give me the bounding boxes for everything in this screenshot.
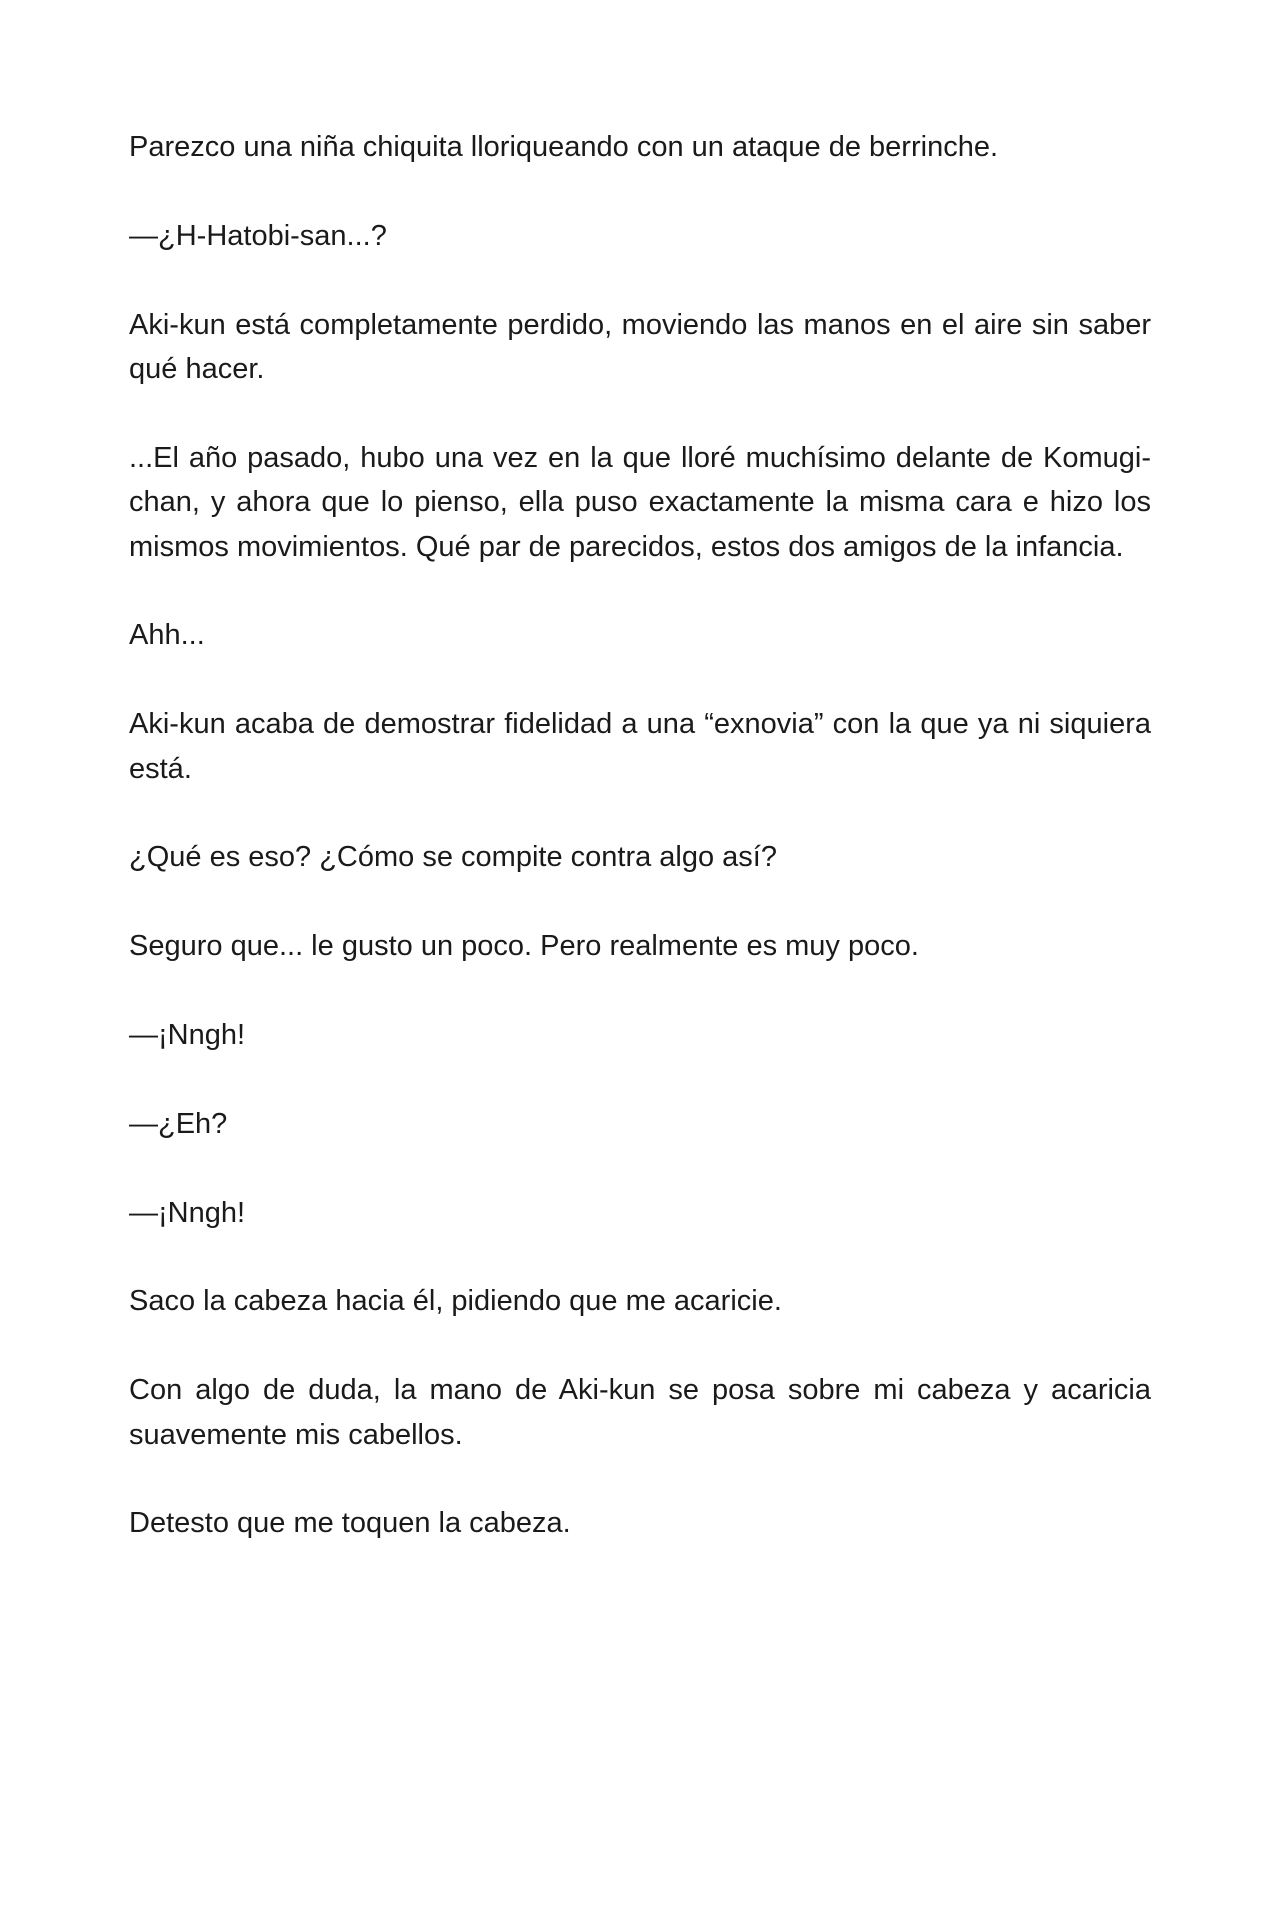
document-page (129, 125, 1151, 1590)
paragraph: Ahh... (129, 619, 205, 652)
paragraph: Aki-kun está completamente perdido, moviendo las manos en el aire sin saber qué hacer. (129, 308, 1151, 385)
paragraph: Parezco una niña chiquita lloriqueando con un ataque de berrinche. (129, 131, 999, 163)
paragraph: Aki-kun acaba de demostrar fidelidad a una “exnovia” con la que ya ni siquiera está. (129, 708, 1151, 785)
paragraph: —¡Nngh! (129, 1019, 246, 1051)
paragraph: —¿Eh? (129, 1107, 228, 1140)
paragraph: ¿Qué es eso? ¿Cómo se compite contra algo así? (129, 841, 777, 874)
paragraph: Seguro que... le gusto un poco. Pero realmente es muy poco. (129, 930, 919, 963)
paragraph: —¿H-Hatobi-san...? (129, 219, 387, 252)
paragraph: ...El año pasado, hubo una vez en la que lloré muchísimo delante de Komugi-chan, y ahora que lo pienso, ella puso exactamente la misma cara e hizo los mismos movimientos. Qué par de parecidos, estos dos amigos de la infancia. (129, 441, 1151, 563)
paragraph: Detesto que me toquen la cabeza. (129, 1507, 571, 1540)
paragraph: —¡Nngh! (129, 1196, 246, 1229)
paragraph: Saco la cabeza hacia él, pidiendo que me acaricie. (129, 1285, 782, 1318)
paragraph: Con algo de duda, la mano de Aki-kun se posa sobre mi cabeza y acaricia suavemente mis cabellos. (129, 1374, 1151, 1451)
